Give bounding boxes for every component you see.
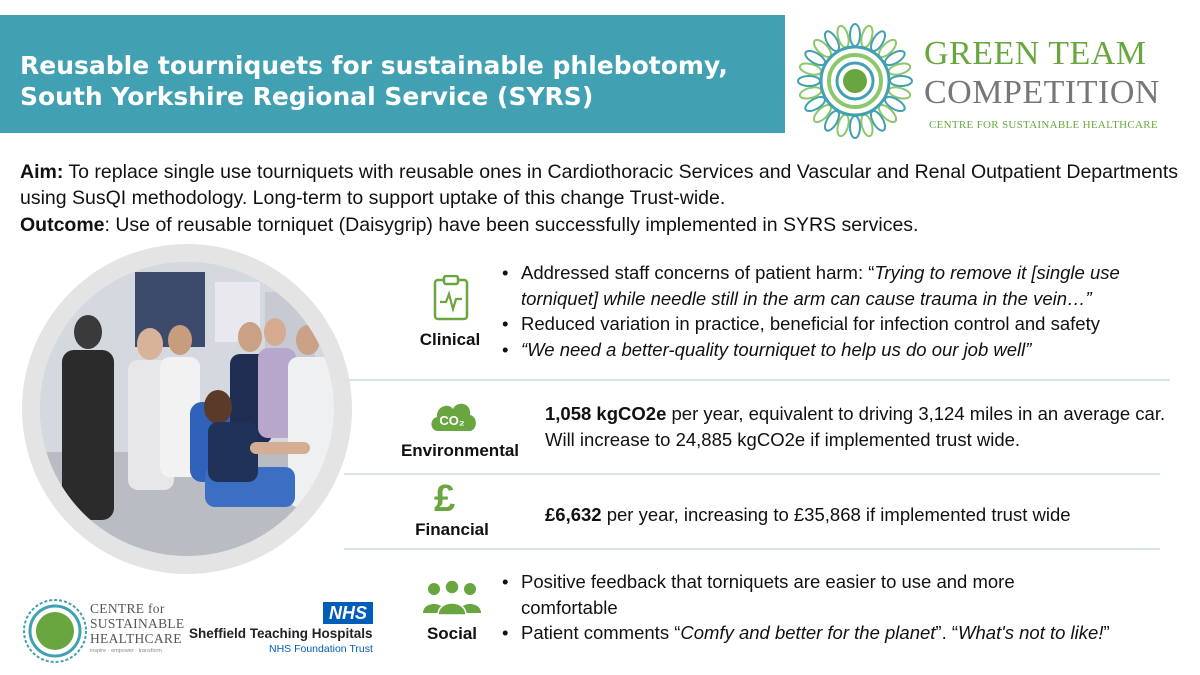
financial-value: £6,632 (545, 504, 602, 525)
csh-logo-icon (22, 598, 88, 664)
environmental-text (545, 401, 1175, 452)
clinical-bullet3-quote: “We need a better-quality tourniquet to help us do our job well” (521, 338, 1032, 360)
logo-centre-text: CENTRE FOR SUSTAINABLE HEALTHCARE (929, 119, 1158, 131)
environmental-value: 1,058 kgCO2e (545, 403, 667, 424)
row-divider (344, 379, 1170, 381)
list-item: • Reduced variation in practice, beneficial for infection control and safety (521, 311, 1179, 337)
csh-line1: CENTRE for (90, 601, 165, 616)
outcome-paragraph (20, 212, 1190, 238)
title-line-1: Reusable tourniquets for sustainable phlebotomy, (20, 51, 728, 80)
clinical-bullet1-prefix: Addressed staff concerns of patient harm: “ (521, 262, 875, 283)
csh-tagline: inspire · empower · transform (90, 648, 162, 654)
nhs-logo: NHS (323, 602, 373, 624)
clinical-bullet1-quote: Trying to remove it [single use torniquet] while needle still in the arm can cause trauma in the vein…” (521, 262, 1120, 309)
title-line-2: South Yorkshire Regional Service (SYRS) (20, 82, 594, 111)
social-bullet2-mid: ”. “ (935, 622, 959, 643)
co2-icon-text: CO₂ (439, 413, 465, 428)
aim-paragraph (20, 159, 1190, 211)
financial-label: Financial (415, 520, 489, 539)
outcome-label: Outcome (20, 214, 105, 236)
row-divider (344, 473, 1160, 475)
page-title (20, 50, 780, 112)
list-item (521, 260, 1179, 311)
clinical-label: Clinical (419, 330, 481, 349)
environmental-detail: per year, equivalent to driving 3,124 miles in an average car. Will increase to 24,885 kgCO2e if implemented trust wide. (545, 403, 1166, 450)
social-label: Social (426, 624, 478, 643)
team-photo (40, 262, 334, 556)
row-divider (344, 548, 1160, 550)
clinical-bullets (499, 260, 1179, 362)
csh-line3: HEALTHCARE (90, 631, 182, 646)
logo-green-team-text: GREEN TEAM (924, 35, 1147, 72)
list-item (521, 337, 1179, 363)
social-bullet2-prefix: Patient comments “ (521, 622, 681, 643)
social-bullet2-quote2: What's not to like! (958, 622, 1104, 643)
financial-detail: per year, increasing to £35,868 if implemented trust wide (601, 504, 1071, 525)
environmental-label: Environmental (400, 441, 520, 460)
trust-subtitle: NHS Foundation Trust (269, 643, 373, 655)
co2-cloud-icon (428, 397, 478, 435)
csh-line2: SUSTAINABLE (90, 616, 185, 631)
list-item (521, 620, 1179, 646)
list-item: • Positive feedback that torniquets are easier to use and more comfortable (521, 569, 1081, 620)
aim-text: To replace single use tourniquets with reusable ones in Cardiothoracic Services and Vascular and Renal Outpatient Departments using SusQI methodology. Long-term to support uptake of this change Trust-wide. (20, 161, 1178, 209)
pound-sign-icon: £ (434, 478, 456, 520)
people-group-icon (422, 579, 482, 615)
social-bullet2-suffix: ” (1103, 622, 1110, 643)
aim-label: Aim: (20, 161, 64, 183)
social-bullets (499, 569, 1179, 646)
sunflower-logo-icon (796, 22, 914, 140)
csh-logo-text (90, 601, 184, 646)
financial-text (545, 502, 1175, 528)
logo-competition-text: COMPETITION (924, 74, 1160, 111)
outcome-text: : Use of reusable torniquet (Daisygrip) have been successfully implemented in SYRS services. (104, 214, 919, 236)
clipboard-pulse-icon (432, 275, 470, 321)
trust-name: Sheffield Teaching Hospitals (189, 626, 373, 641)
social-bullet2-quote1: Comfy and better for the planet (680, 622, 936, 643)
